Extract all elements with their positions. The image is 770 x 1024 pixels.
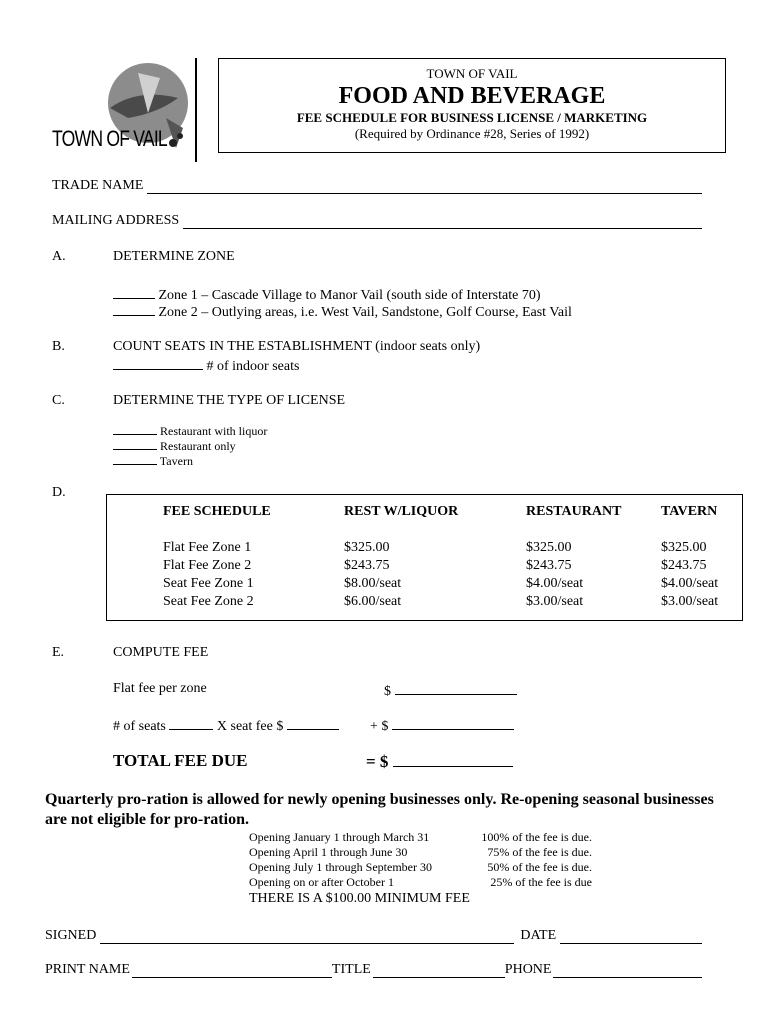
town-of-vail-logo <box>48 58 198 162</box>
section-b-letter: B. <box>52 339 65 354</box>
plus-dollar: + $ <box>370 719 389 734</box>
seats-count-label: # of seats <box>113 719 166 734</box>
print-name-label: PRINT NAME <box>45 962 130 977</box>
table-cell: $325.00 <box>526 540 572 555</box>
proration-statement: Quarterly pro-ration is allowed for newly opening businesses only. Re-opening seasonal businesses are not eligible for pro-ration. <box>45 791 714 828</box>
seat-fee-amount-field[interactable] <box>392 716 514 730</box>
flat-fee-label: Flat fee per zone <box>113 681 207 696</box>
fee-header-tavern: TAVERN <box>661 504 718 519</box>
table-cell: $3.00/seat <box>661 594 719 609</box>
page-title: FOOD AND BEVERAGE <box>338 83 606 109</box>
fee-header-restaurant: RESTAURANT <box>526 504 622 519</box>
list-item: 75% of the fee is due. <box>487 845 592 859</box>
table-cell: Seat Fee Zone 2 <box>163 594 254 609</box>
seat-fee-row <box>113 716 339 735</box>
table-cell: $4.00/seat <box>526 576 584 591</box>
fee-col-rest-liquor <box>344 539 401 611</box>
section-e-title: COMPUTE FEE <box>113 645 209 660</box>
table-cell: $325.00 <box>661 540 707 555</box>
phone-label: PHONE <box>504 962 552 977</box>
total-equals: = $ <box>366 752 389 771</box>
table-cell: $325.00 <box>344 540 390 555</box>
seats-row <box>113 356 299 375</box>
section-a-letter: A. <box>52 249 66 264</box>
table-cell: Flat Fee Zone 2 <box>163 558 252 573</box>
section-e-letter: E. <box>52 645 65 660</box>
date-field[interactable] <box>560 930 702 944</box>
table-cell: Seat Fee Zone 1 <box>163 576 254 591</box>
license-option-blank[interactable] <box>113 454 157 465</box>
license-option-label: Tavern <box>159 454 193 468</box>
fee-schedule-table <box>106 494 743 621</box>
seat-fee-label: X seat fee $ <box>216 719 284 734</box>
signed-row <box>45 928 702 944</box>
fee-header-rest-liquor: REST W/LIQUOR <box>344 504 459 519</box>
trade-name-label: TRADE NAME <box>52 178 144 193</box>
table-cell: $8.00/seat <box>344 576 402 591</box>
section-d-letter: D. <box>52 485 66 500</box>
license-option-blank[interactable] <box>113 424 157 435</box>
license-option <box>113 439 267 454</box>
license-option-label: Restaurant with liquor <box>160 424 268 438</box>
header-subtitle: FEE SCHEDULE FOR BUSINESS LICENSE / MARKETING <box>296 110 648 125</box>
trade-name-field[interactable] <box>147 181 702 194</box>
seat-fee-field[interactable] <box>287 716 339 730</box>
list-item: 50% of the fee is due. <box>487 860 592 874</box>
fee-col-labels <box>163 539 254 611</box>
list-item: Opening July 1 through September 30 <box>249 860 432 874</box>
table-cell: $243.75 <box>344 558 390 573</box>
total-fee-row <box>366 751 513 772</box>
zone1-blank[interactable] <box>113 285 155 299</box>
flat-fee-field[interactable] <box>395 681 517 695</box>
print-name-field[interactable] <box>132 964 332 978</box>
section-c-title: DETERMINE THE TYPE OF LICENSE <box>113 393 346 408</box>
title-label: TITLE <box>331 962 371 977</box>
seats-label: # of indoor seats <box>206 359 300 374</box>
list-item: Opening on or after October 1 <box>249 875 394 889</box>
section-c-letter: C. <box>52 393 65 408</box>
title-field[interactable] <box>373 964 505 978</box>
license-options <box>113 424 267 469</box>
total-fee-field[interactable] <box>393 751 513 767</box>
proration-percents <box>452 830 592 890</box>
total-fee-label: TOTAL FEE DUE <box>113 751 248 770</box>
date-label: DATE <box>520 928 557 943</box>
zone1-label: Zone 1 – Cascade Village to Manor Vail (south side of Interstate 70) <box>158 288 541 303</box>
seats-count-field[interactable] <box>169 716 213 730</box>
header-town: TOWN OF VAIL <box>426 66 518 81</box>
table-cell: $4.00/seat <box>661 576 719 591</box>
section-b-title: COUNT SEATS IN THE ESTABLISHMENT (indoor seats only) <box>113 339 481 354</box>
table-cell: $243.75 <box>526 558 572 573</box>
logo-text: TOWN OF VAIL <box>52 126 167 151</box>
flat-fee-amount-row <box>384 681 517 700</box>
license-option-blank[interactable] <box>113 439 157 450</box>
mailing-address-label: MAILING ADDRESS <box>52 213 180 228</box>
mailing-address-field[interactable] <box>183 216 702 229</box>
list-item: 100% of the fee is due. <box>481 830 592 844</box>
table-cell: $243.75 <box>661 558 707 573</box>
seat-fee-amount-row <box>370 716 514 735</box>
print-name-row <box>45 962 702 978</box>
flat-fee-dollar: $ <box>384 684 391 699</box>
fee-col-restaurant <box>526 539 583 611</box>
trade-name-row <box>52 178 702 194</box>
seats-blank[interactable] <box>113 356 203 370</box>
signed-label: SIGNED <box>45 928 97 943</box>
section-a-title: DETERMINE ZONE <box>113 249 235 264</box>
table-cell: $3.00/seat <box>526 594 584 609</box>
proration-periods <box>249 830 432 890</box>
minimum-fee-note: THERE IS A $100.00 MINIMUM FEE <box>249 891 470 906</box>
header-box <box>218 58 726 153</box>
list-item: Opening January 1 through March 31 <box>249 830 430 844</box>
list-item: 25% of the fee is due <box>490 875 592 889</box>
zone2-blank[interactable] <box>113 302 155 316</box>
fee-header-schedule: FEE SCHEDULE <box>163 504 271 519</box>
signed-field[interactable] <box>100 930 514 944</box>
phone-field[interactable] <box>553 964 702 978</box>
header-note: (Required by Ordinance #28, Series of 1992) <box>354 126 590 141</box>
list-item: Opening April 1 through June 30 <box>249 845 408 859</box>
zone2-row <box>113 302 572 321</box>
license-option <box>113 454 267 469</box>
license-option <box>113 424 267 439</box>
table-cell: Flat Fee Zone 1 <box>163 540 252 555</box>
zone2-label: Zone 2 – Outlying areas, i.e. West Vail, Sandstone, Golf Course, East Vail <box>158 305 572 320</box>
fee-col-tavern <box>661 539 718 611</box>
license-option-label: Restaurant only <box>160 439 236 453</box>
mailing-address-row <box>52 213 702 229</box>
table-cell: $6.00/seat <box>344 594 402 609</box>
